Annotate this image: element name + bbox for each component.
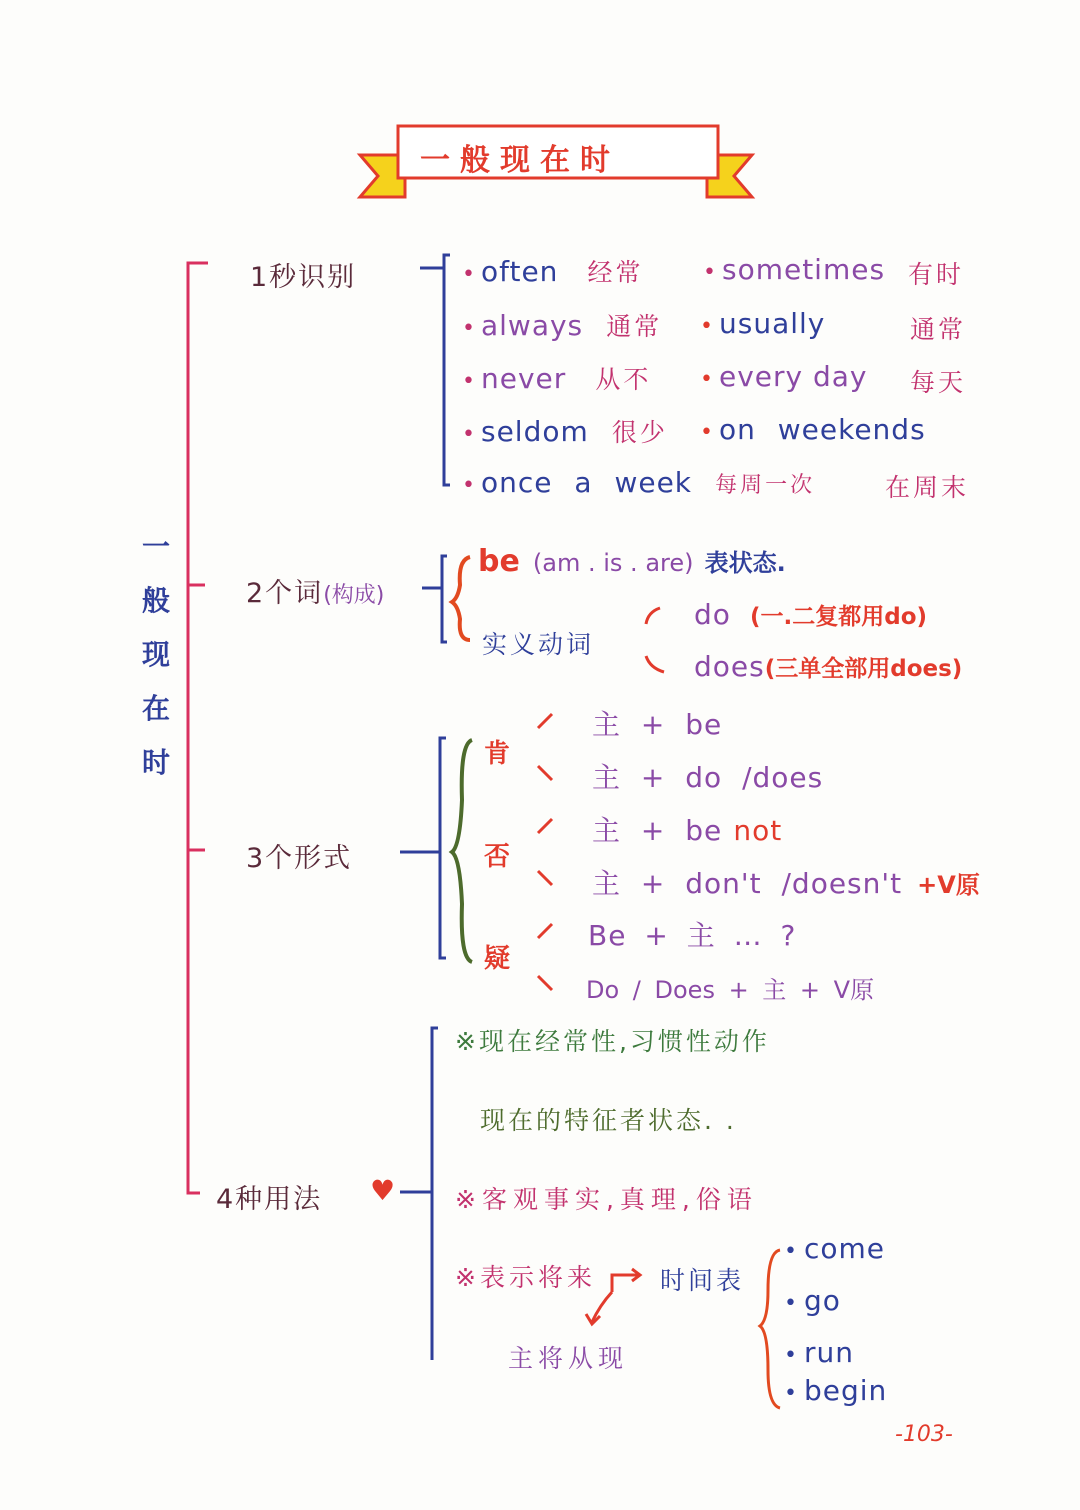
neg-label: 否: [484, 842, 511, 872]
side-title-char: 般: [141, 584, 170, 617]
does-note: (三单全部用does): [764, 656, 963, 682]
do-note: (一.二复都用do): [750, 604, 928, 630]
heart-icon: ♥: [370, 1174, 396, 1207]
recognition-zh: 通常: [606, 312, 663, 341]
recognition-zh: 每周一次: [715, 473, 816, 498]
recognition-item: • sometimes: [703, 253, 886, 286]
be-desc: 表状态.: [704, 549, 786, 577]
recognition-zh: 经常: [587, 258, 644, 287]
recognition-item: • often 经常: [462, 255, 644, 288]
usage-1: ※现在经常性,习惯性动作: [455, 1027, 770, 1056]
recognition-zh: 在周末: [885, 473, 970, 502]
rule-label: 主将从现: [508, 1344, 629, 1373]
be-word: be: [478, 544, 520, 579]
recognition-en: every day: [718, 360, 868, 393]
side-title-char: 现: [141, 638, 170, 671]
form-neg-do-text: 主 + don't /doesn't: [592, 867, 903, 900]
future-verb-text: begin: [803, 1374, 888, 1407]
be-row: [478, 543, 786, 579]
usage-3: ※表示将来: [455, 1263, 596, 1292]
page-number: -103-: [895, 1422, 953, 1447]
side-title-char: 在: [141, 692, 170, 725]
side-title-char: 时: [141, 746, 170, 779]
section-label-forms: 3个形式: [246, 843, 353, 874]
section-label-text: 2个词: [246, 578, 324, 609]
future-verb-text: go: [803, 1284, 841, 1317]
usage-2: ※客观事实,真理,俗语: [455, 1185, 758, 1214]
side-title: [138, 520, 174, 790]
recognition-zh: 从不: [595, 365, 652, 394]
recognition-zh: 很少: [611, 418, 668, 447]
timetable-label: 时间表: [660, 1266, 745, 1295]
future-verb-text: come: [803, 1232, 886, 1265]
recognition-en: once a week: [480, 466, 693, 499]
do-row: [694, 598, 927, 631]
affirm-label: 肯: [484, 739, 511, 769]
recognition-en: on weekends: [718, 413, 926, 446]
recognition-item: • seldom 很少: [462, 415, 668, 448]
future-verb: • come: [784, 1232, 886, 1265]
future-verb-text: run: [803, 1336, 854, 1369]
recognition-item: • never 从不: [462, 362, 652, 395]
recognition-item: • every day: [700, 360, 868, 393]
future-verb: • begin: [784, 1374, 888, 1407]
form-affirm-do: 主 + do /does: [592, 761, 824, 794]
form-question-do: Do / Does + 主 + V原: [586, 976, 875, 1004]
recognition-en: usually: [718, 307, 826, 340]
recognition-en: always: [480, 309, 584, 342]
recognition-zh: 有时: [908, 260, 965, 289]
form-affirm-be: 主 + be: [592, 708, 723, 741]
recognition-item: • on weekends: [700, 413, 926, 446]
recognition-en: often: [480, 255, 559, 288]
recognition-en: sometimes: [721, 253, 886, 286]
recognition-zh: 每天: [910, 368, 967, 397]
form-neg-be-text: 主 + be: [592, 814, 723, 847]
recognition-zh: 通常: [910, 315, 967, 344]
does-word: does: [694, 650, 765, 683]
be-list: (am . is . are): [532, 549, 694, 577]
question-label: 疑: [484, 944, 511, 974]
recognition-en: never: [480, 362, 567, 395]
form-neg-do: [592, 862, 980, 902]
form-neg-not: not: [733, 814, 783, 847]
section-label-sub: (构成): [323, 583, 385, 608]
form-question-be: Be + 主 … ?: [588, 919, 797, 952]
form-neg-v: +V原: [917, 871, 980, 899]
section-label-recognition: 1秒识别: [250, 262, 357, 293]
recognition-item: • once a week 每周一次: [462, 466, 816, 499]
form-neg-be: [592, 809, 782, 849]
future-verb: • go: [784, 1284, 841, 1317]
does-row: [694, 650, 962, 683]
page-title: 一般现在时: [420, 143, 620, 178]
future-verb: • run: [784, 1336, 854, 1369]
recognition-item: • usually: [700, 307, 826, 340]
recognition-en: seldom: [480, 415, 589, 448]
do-word: do: [694, 598, 731, 631]
recognition-item: • always 通常: [462, 309, 663, 342]
side-title-char: 一: [141, 530, 170, 563]
usage-1b: 现在的特征者状态. .: [480, 1106, 737, 1135]
section-label-usage: 4种用法: [216, 1184, 323, 1215]
section-label-composition: [246, 571, 384, 610]
verb-label: 实义动词: [482, 630, 595, 659]
